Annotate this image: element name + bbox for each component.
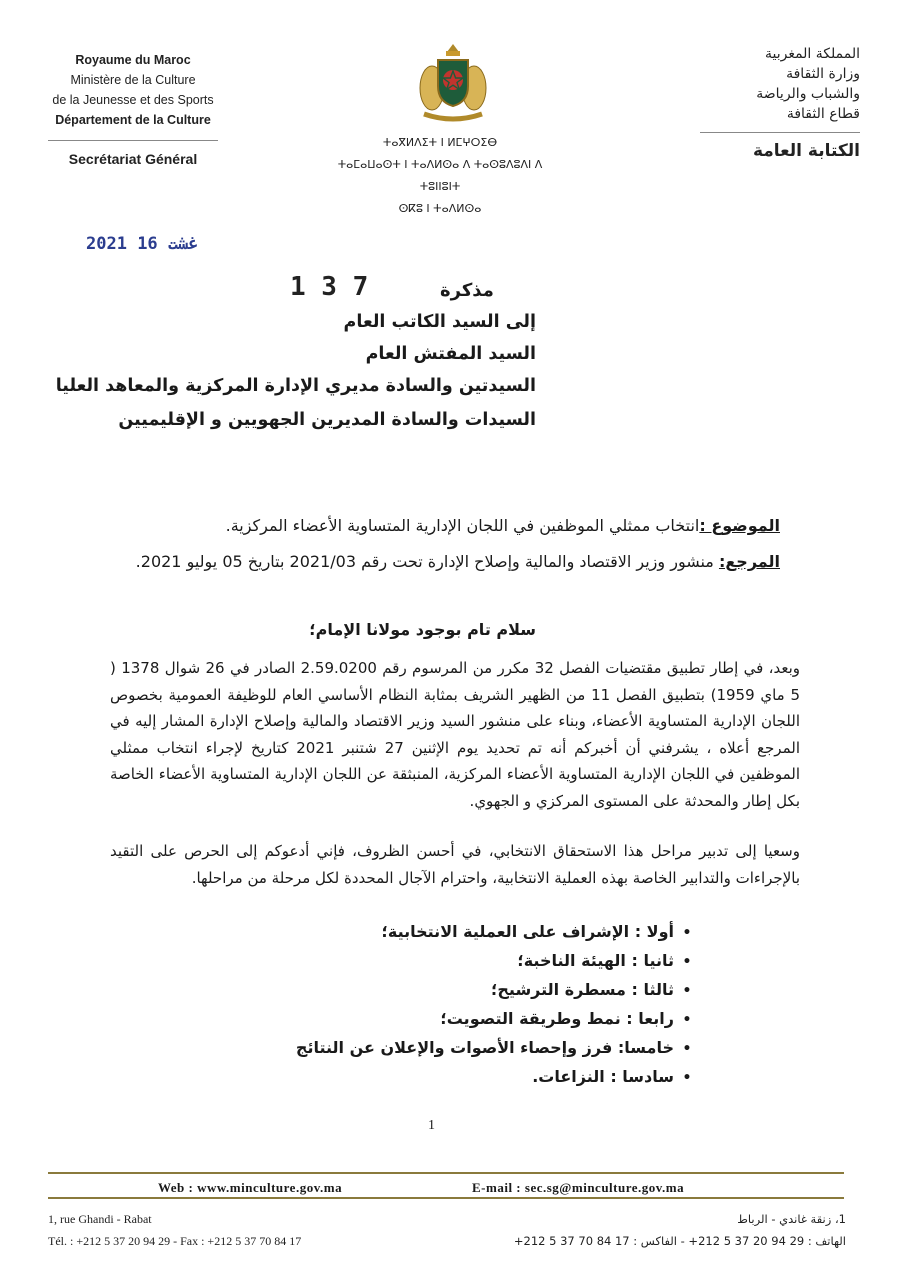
- list-item: • خامسا: فرز وإحصاء الأصوات والإعلان عن النتائج: [296, 1034, 700, 1063]
- footer-address-ar: [514, 1208, 846, 1252]
- footer-email: E-mail : sec.sg@minculture.gov.ma: [472, 1180, 685, 1195]
- header-fr-department: Département de la Culture: [55, 113, 211, 127]
- tifinagh-line-1: ⵜⴰⴳⵍⴷⵉⵜ ⵏ ⵍⵎⵖⵔⵉⴱ: [382, 136, 498, 149]
- list-item: • أولا : الإشراف على العملية الانتخابية؛: [296, 918, 700, 947]
- date-stamp: 2021 غشت 16: [86, 234, 199, 254]
- steps-list: [296, 918, 700, 1092]
- reference-line: [136, 552, 780, 571]
- reference-key: المرجع:: [718, 552, 780, 571]
- page-number: 1: [428, 1118, 435, 1133]
- footer-street-ar: 1، زنقة غاندي - الرباط: [737, 1212, 846, 1226]
- royal-emblem-icon: [410, 40, 496, 126]
- tifinagh-header: [320, 132, 560, 220]
- addressee-line: السيدتين والسادة مديري الإدارة المركزية والمعاهد العليا: [55, 376, 536, 396]
- body-paragraph-1: وبعد، في إطار تطبيق مقتضيات الفصل 32 مكرر من المرسوم رقم 2.59.0200 الصادر في 26 شوال 1378 ( 5 ماي 1959) بتطبيق الفصل 11 من الظهير الشريف بمثابة النظام الأساسي العام للوظيفة العمومية بخصوص اللجان الإدارية المتساوية الأعضاء، وبناء على منشور السيد وزير الاقتصاد والمالية وإصلاح الإدارة المشار إليه في المرجع أعلاه ، يشرفني أن أخبركم أنه تم تحديد يوم الإثنين 27 شتنبر 2021 كتاريخ لإجراء انتخاب ممثلي الموظفين في اللجان الإدارية المتساوية الأعضاء المركزية، المنبثقة عن اللجان الإدارية المتساوية الأعضاء الخاصة بكل إطار والمحدثة على المستوى المركزي و الجهوي.: [110, 659, 801, 810]
- header-ar-kingdom: المملكة المغربية: [764, 46, 860, 62]
- header-ar-ministry: وزارة الثقافة: [786, 66, 860, 82]
- footer-web: Web : www.minculture.gov.ma: [158, 1180, 343, 1195]
- header-ar-department: قطاع الثقافة: [786, 106, 860, 122]
- list-item: • رابعا : نمط وطريقة التصويت؛: [296, 1005, 700, 1034]
- footer-address-fr: [48, 1208, 301, 1252]
- tifinagh-line-3: ⵙⴽⵓ ⵏ ⵜⴰⴷⵍⵙⴰ: [398, 202, 482, 215]
- addressee-line: السيد المفتش العام: [365, 344, 536, 364]
- footer-phone-fr: Tél. : +212 5 37 20 94 29 - Fax : +212 5 37 70 84 17: [48, 1234, 302, 1248]
- list-item: • سادسا : النزاعات.: [296, 1063, 700, 1092]
- addressee-line: السيدات والسادة المديرين الجهويين و الإقليميين: [118, 410, 536, 430]
- list-item: • ثالثا : مسطرة الترشيح؛: [296, 976, 700, 1005]
- memo-number: 1 3 7: [290, 272, 369, 302]
- subject-key: الموضوع :: [699, 516, 780, 535]
- header-ar-secretariat: الكتابة العامة: [700, 132, 860, 161]
- footer-rule-top: [48, 1172, 844, 1174]
- footer-phone-ar: الهاتف : 29 94 20 37 5 212+ - الفاكس : 17 84 70 37 5 212+: [513, 1234, 846, 1248]
- memo-label: مذكرة: [440, 280, 494, 301]
- reference-text: منشور وزير الاقتصاد والمالية وإصلاح الإدارة تحت رقم 2021/03 بتاريخ 05 يوليو 2021.: [135, 552, 719, 571]
- header-ar-ministry-2: والشباب والرياضة: [756, 86, 860, 102]
- greeting: سلام تام بوجود مولانا الإمام؛: [309, 620, 536, 639]
- header-fr-ministry: Ministère de la Culture: [70, 73, 196, 87]
- body-paragraph-2: وسعيا إلى تدبير مراحل هذا الاستحقاق الانتخابي، في أحسن الظروف، فإني أدعوكم إلى الحرص على التقيد بالإجراءات والتدابير الخاصة بهذه العملية الانتخابية، واحترام الآجال المحددة لكل مرحلة من مراحلها.: [110, 842, 800, 887]
- subject-text: انتخاب ممثلي الموظفين في اللجان الإدارية المتساوية الأعضاء المركزية.: [225, 516, 700, 535]
- header-arabic: [700, 44, 860, 161]
- footer-rule-bottom: [48, 1197, 844, 1199]
- header-french: [48, 50, 218, 169]
- header-fr-kingdom: Royaume du Maroc: [75, 53, 191, 67]
- tifinagh-line-2: ⵜⴰⵎⴰⵡⴰⵙⵜ ⵏ ⵜⴰⴷⵍⵙⴰ ⴷ ⵜⴰⵙⵓⴷⵓⴷⵏ ⴷ ⵜⵓⵏⵏⵓⵏⵜ: [337, 158, 543, 193]
- subject-line: [226, 516, 780, 535]
- header-fr-ministry-2: de la Jeunesse et des Sports: [52, 93, 214, 107]
- footer-street-fr: 1, rue Ghandi - Rabat: [48, 1212, 152, 1226]
- addressee-line: إلى السيد الكاتب العام: [343, 312, 536, 332]
- header-fr-secretariat: Secrétariat Général: [48, 140, 218, 169]
- list-item: • ثانيا : الهيئة الناخبة؛: [296, 947, 700, 976]
